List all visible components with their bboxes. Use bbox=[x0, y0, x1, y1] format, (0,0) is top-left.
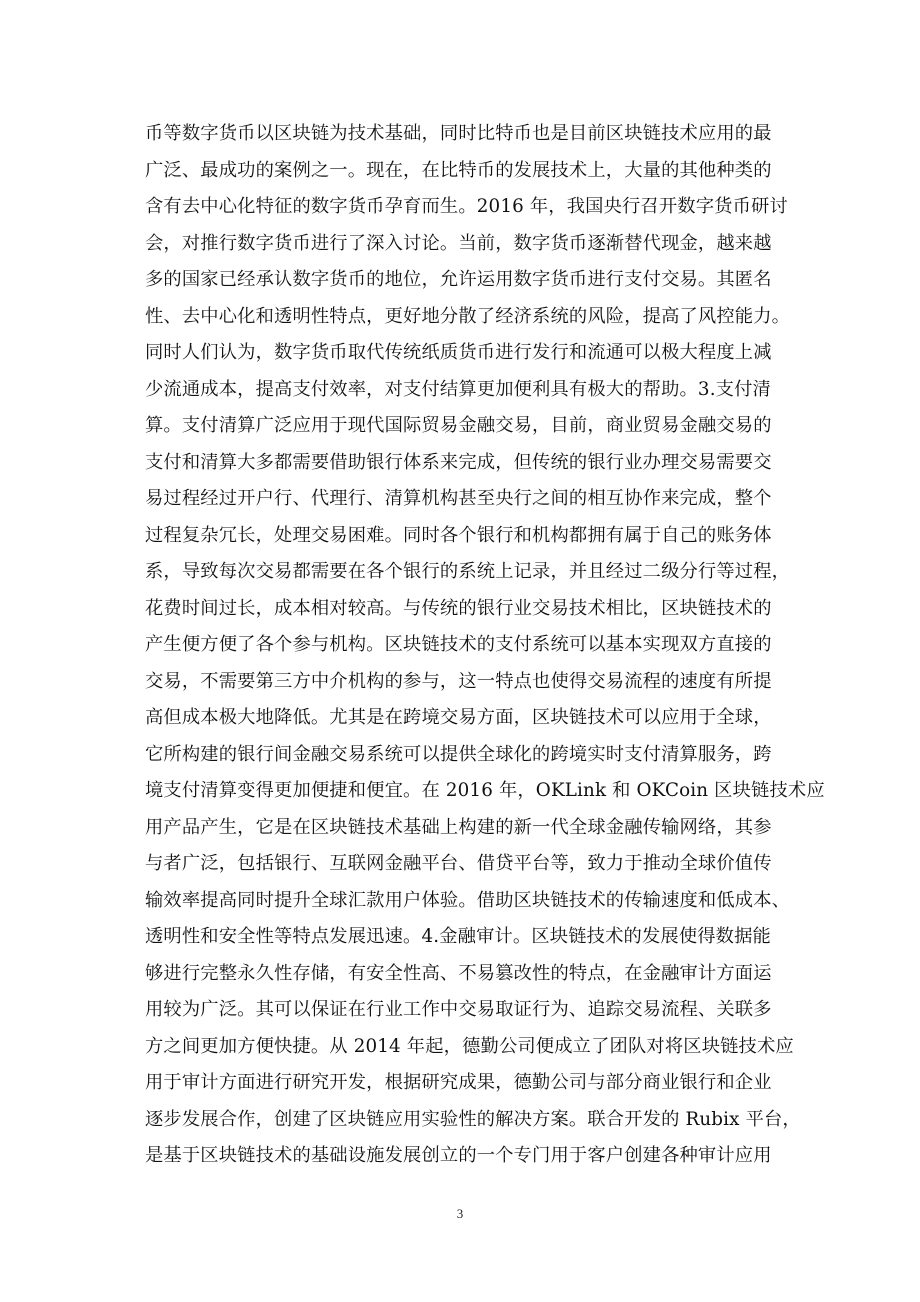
text-line: 多的国家已经承认数字货币的地位，允许运用数字货币进行支付交易。其匿名 bbox=[145, 269, 772, 290]
text-line: 它所构建的银行间金融交易系统可以提供全球化的跨境实时支付清算服务，跨 bbox=[145, 743, 772, 765]
text-line: 币等数字货币以区块链为技术基础，同时比特币也是目前区块链技术应用的最 bbox=[145, 123, 772, 144]
text-line: 用于审计方面进行研究开发，根据研究成果，德勤公司与部分商业银行和企业 bbox=[145, 1072, 772, 1093]
text-line: 同时人们认为，数字货币取代传统纸质货币进行发行和流通可以极大程度上减 bbox=[145, 342, 772, 363]
text-line: 易过程经过开户行、代理行、清算机构甚至央行之间的相互协作来完成，整个 bbox=[145, 488, 772, 509]
body-text bbox=[145, 116, 825, 1175]
text-line: 与者广泛，包括银行、互联网金融平台、借贷平台等，致力于推动全球价值传 bbox=[145, 853, 772, 874]
text-line: 够进行完整永久性存储，有安全性高、不易篡改性的特点，在金融审计方面运 bbox=[145, 962, 772, 984]
text-line: 逐步发展合作，创建了区块链应用实验性的解决方案。联合开发的 Rubix 平台， bbox=[145, 1108, 801, 1130]
text-line: 花费时间过长，成本相对较高。与传统的银行业交易技术相比，区块链技术的 bbox=[145, 597, 772, 619]
text-line: 透明性和安全性等特点发展迅速。4.金融审计。区块链技术的发展使得数据能 bbox=[145, 926, 771, 947]
text-line: 产生便方便了各个参与机构。区块链技术的支付系统可以基本实现双方直接的 bbox=[145, 634, 772, 655]
text-line: 少流通成本，提高支付效率，对支付结算更加便利具有极大的帮助。3.支付清 bbox=[145, 378, 771, 400]
text-line: 用产品产生，它是在区块链技术基础上构建的新一代全球金融传输网络，其参 bbox=[145, 816, 772, 838]
text-line: 算。支付清算广泛应用于现代国际贸易金融交易，目前，商业贸易金融交易的 bbox=[145, 415, 772, 436]
text-line: 性、去中心化和透明性特点，更好地分散了经济系统的风险，提高了风控能力。 bbox=[145, 305, 791, 327]
text-line: 境支付清算变得更加便捷和便宜。在 2016 年，OKLink 和 OKCoin 区块链技术应 bbox=[145, 780, 825, 801]
text-line: 系，导致每次交易都需要在各个银行的系统上记录，并且经过二级分行等过程， bbox=[145, 561, 791, 582]
text-line: 方之间更加方便快捷。从 2014 年起，德勤公司便成立了团队对将区块链技术应 bbox=[145, 1035, 794, 1057]
text-line: 是基于区块链技术的基础设施发展创立的一个专门用于客户创建各种审计应用 bbox=[145, 1145, 772, 1166]
page-number: 3 bbox=[456, 1206, 464, 1221]
text-line: 高但成本极大地降低。尤其是在跨境交易方面，区块链技术可以应用于全球， bbox=[145, 707, 772, 728]
text-line: 交易，不需要第三方中介机构的参与，这一特点也使得交易流程的速度有所提 bbox=[145, 670, 772, 692]
text-line: 用较为广泛。其可以保证在行业工作中交易取证行为、追踪交易流程、关联多 bbox=[145, 999, 772, 1020]
text-line: 含有去中心化特征的数字货币孕育而生。2016 年，我国央行召开数字货币研讨 bbox=[145, 196, 788, 217]
text-line: 会，对推行数字货币进行了深入讨论。当前，数字货币逐渐替代现金，越来越 bbox=[145, 232, 772, 254]
text-line: 过程复杂冗长，处理交易困难。同时各个银行和机构都拥有属于自己的账务体 bbox=[145, 524, 772, 546]
text-line: 输效率提高同时提升全球汇款用户体验。借助区块链技术的传输速度和低成本、 bbox=[145, 889, 791, 911]
text-line: 广泛、最成功的案例之一。现在，在比特币的发展技术上，大量的其他种类的 bbox=[145, 159, 772, 181]
text-line: 支付和清算大多都需要借助银行体系来完成，但传统的银行业办理交易需要交 bbox=[145, 451, 772, 473]
